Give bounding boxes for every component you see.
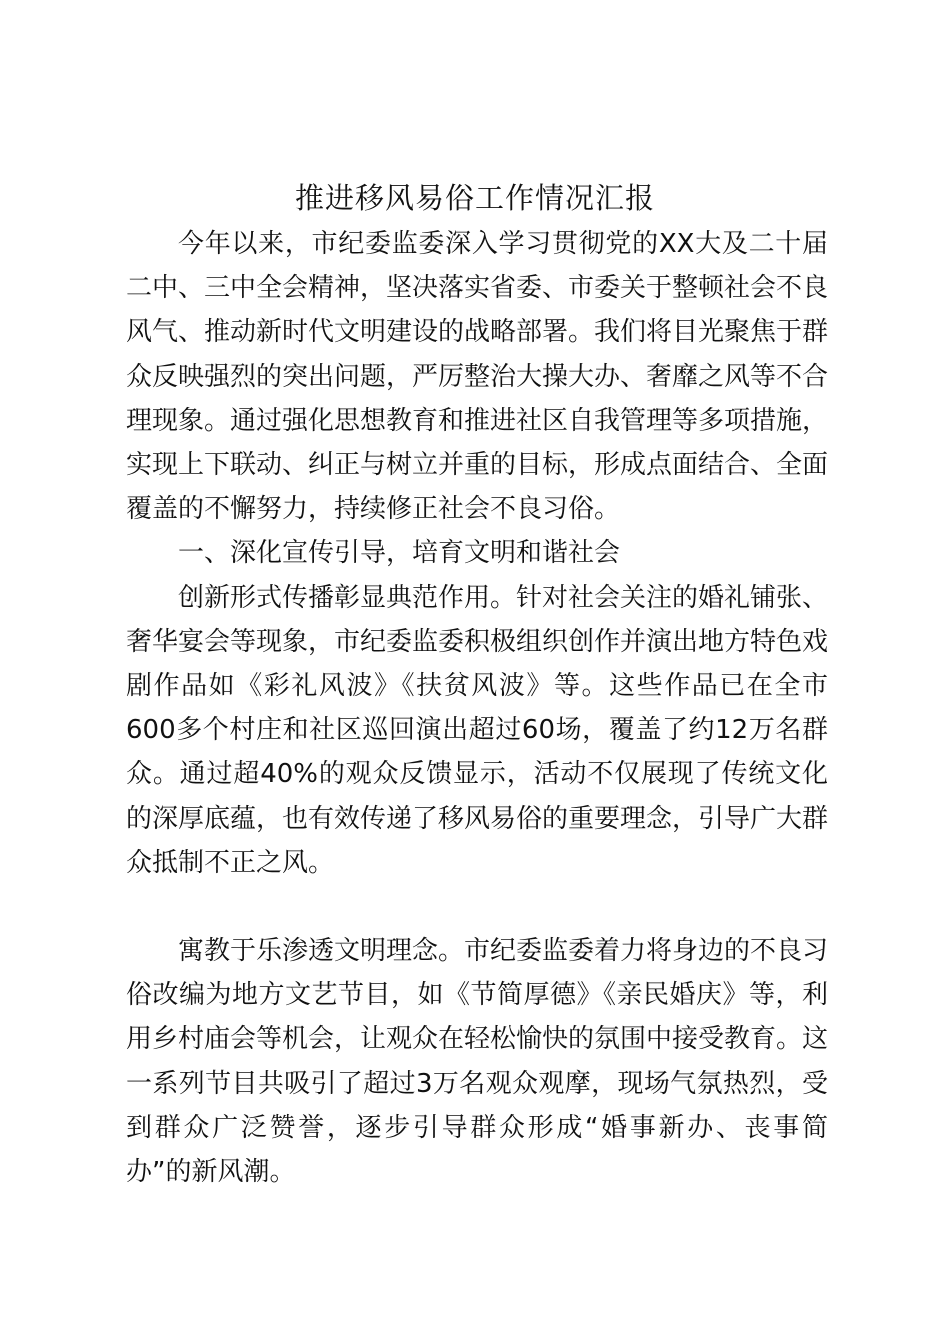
intro-paragraph: 今年以来，市纪委监委深入学习贯彻党的XX大及二十届二中、三中全会精神，坚决落实省委、市委关于整顿社会不良风气、推动新时代文明建设的战略部署。我们将目光聚焦于群众反映强烈的突出问题，严厉整治大操大办、奢靡之风等不合理现象。通过强化思想教育和推进社区自我管理等多项措施，实现上下联动、纠正与树立并重的目标，形成点面结合、全面覆盖的不懈努力，持续修正社会不良习俗。 bbox=[126, 229, 829, 525]
section-heading: 一、深化宣传引导，培育文明和谐社会 bbox=[178, 538, 621, 569]
document-body bbox=[126, 222, 828, 1194]
body-paragraph-education: 寓教于乐渗透文明理念。市纪委监委着力将身边的不良习俗改编为地方文艺节目，如《节简厚德》《亲民婚庆》等，利用乡村庙会等机会，让观众在轻松愉快的氛围中接受教育。这一系列节目共吸引了超过3万名观众观摩，现场气氛热烈，受到群众广泛赞誉，逐步引导群众形成“婚事新办、丧事简办”的新风潮。 bbox=[126, 936, 829, 1188]
body-paragraph-publicity: 创新形式传播彰显典范作用。针对社会关注的婚礼铺张、奢华宴会等现象，市纪委监委积极组织创作并演出地方特色戏剧作品如《彩礼风波》《扶贫风波》等。这些作品已在全市600多个村庄和社区巡回演出超过60场，覆盖了约12万名群众。通过超40%的观众反馈显示，活动不仅展现了传统文化的深厚底蕴，也有效传递了移风易俗的重要理念，引导广大群众抵制不正之风。 bbox=[126, 582, 829, 878]
document-title: 推进移风易俗工作情况汇报 bbox=[294, 181, 655, 215]
